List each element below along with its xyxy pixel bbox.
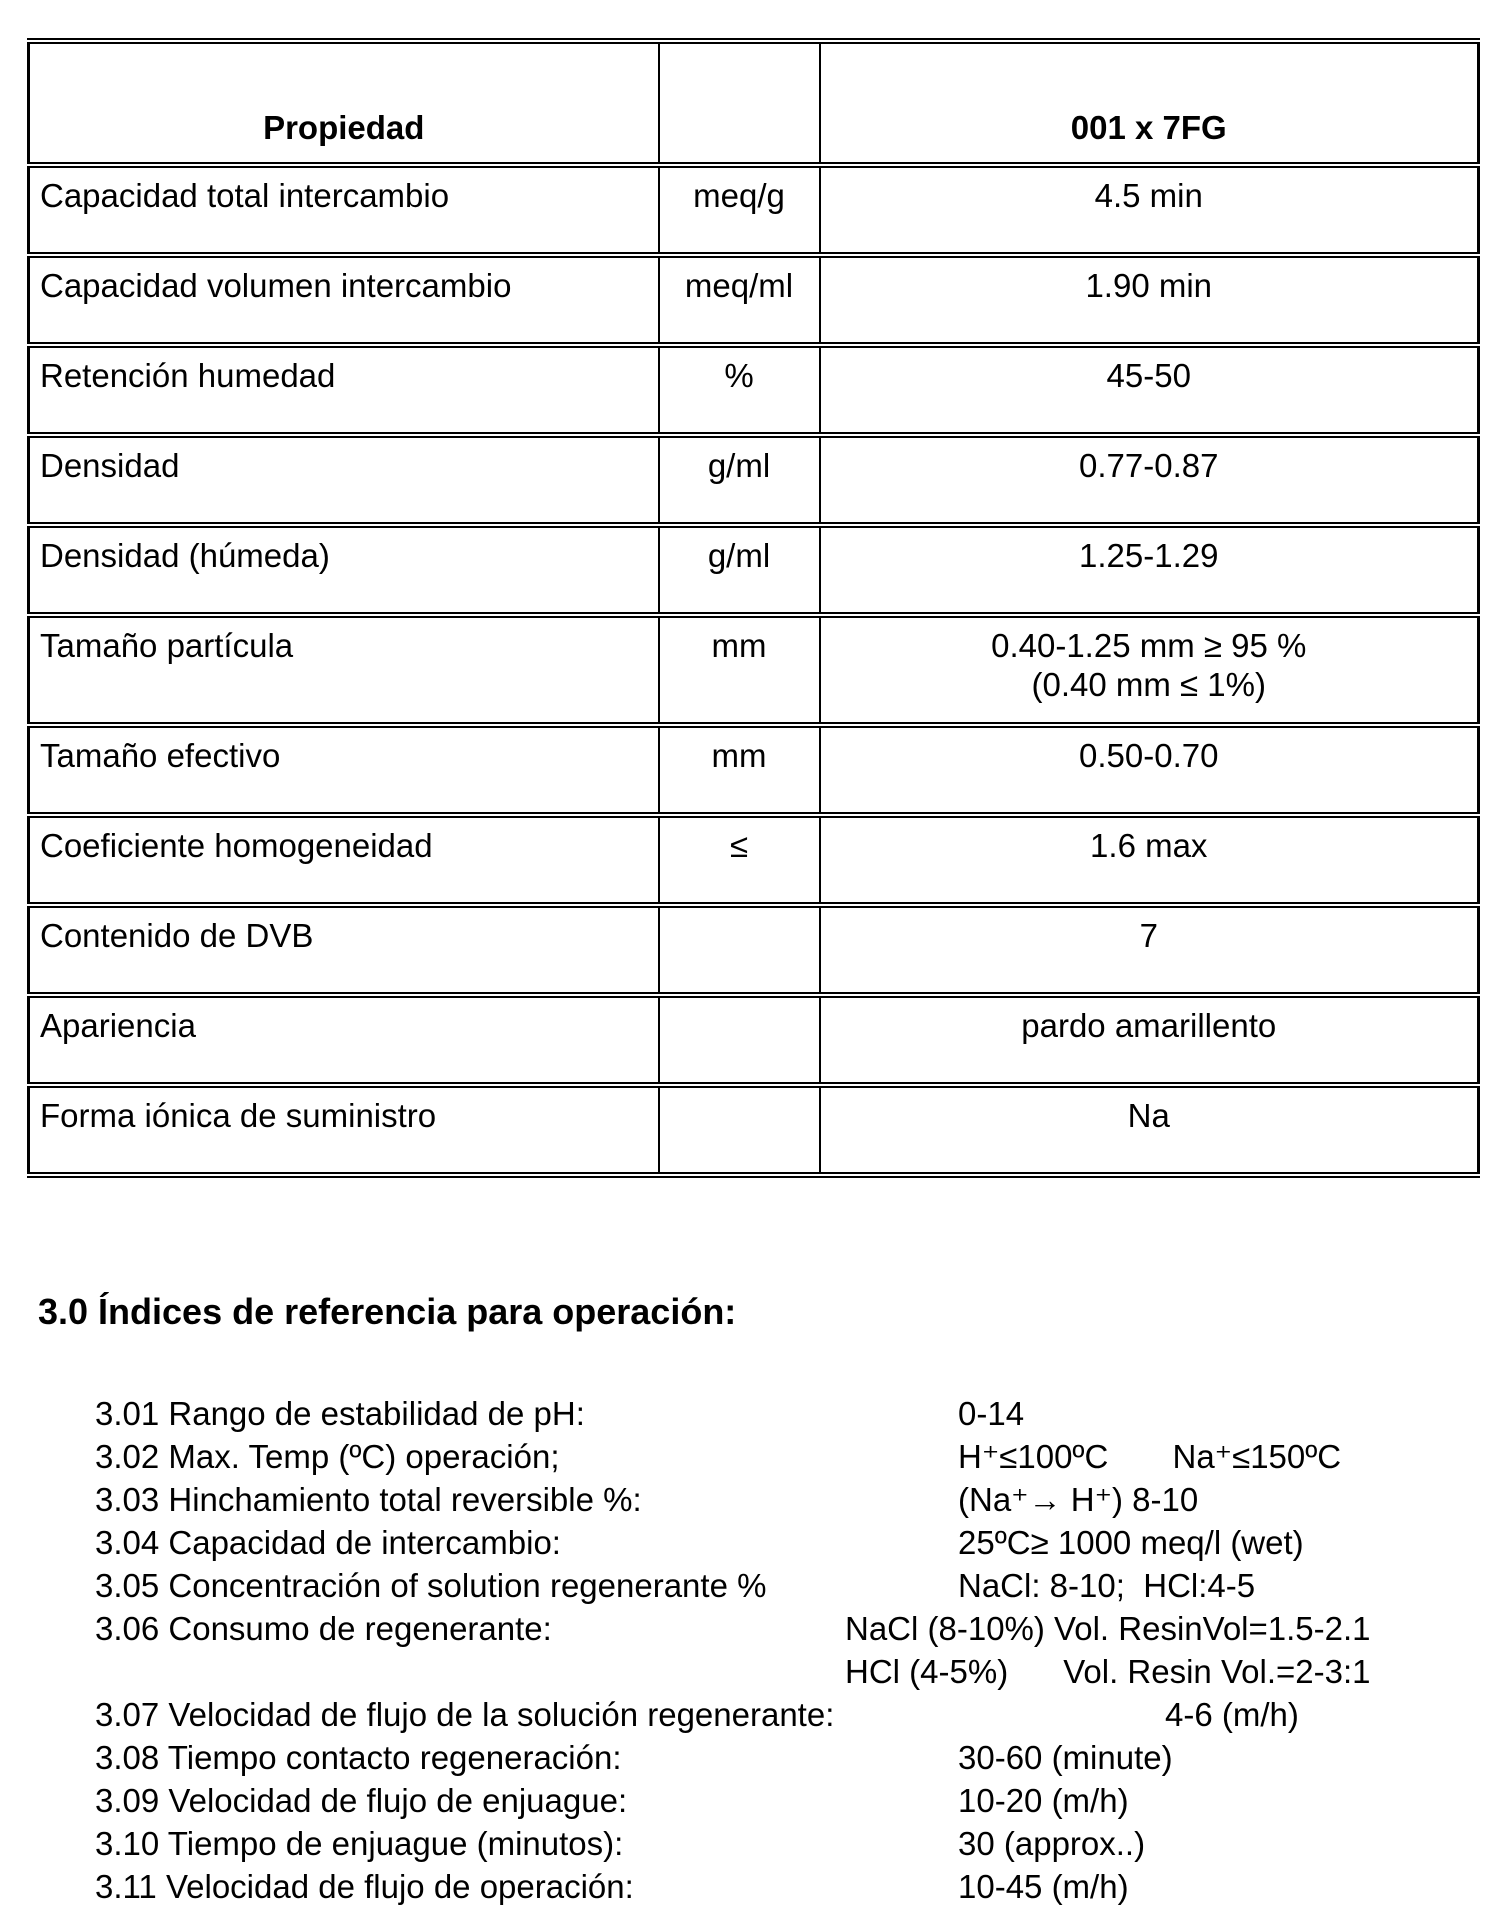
list-item-label: 3.08 Tiempo contacto regeneración: bbox=[95, 1739, 622, 1776]
list-item bbox=[95, 1822, 1500, 1865]
property-cell: Tamaño partícula bbox=[29, 615, 659, 725]
list-item bbox=[95, 1693, 1500, 1736]
value-cell: 45-50 bbox=[820, 345, 1479, 435]
table-header-row bbox=[29, 41, 1479, 165]
unit-cell: meq/g bbox=[659, 165, 820, 255]
value-cell: 0.77-0.87 bbox=[820, 435, 1479, 525]
table-row bbox=[29, 815, 1479, 905]
value-cell: Na bbox=[820, 1085, 1479, 1175]
value-cell: 1.90 min bbox=[820, 255, 1479, 345]
header-property: Propiedad bbox=[29, 41, 659, 165]
unit-cell: meq/ml bbox=[659, 255, 820, 345]
value-line-2: HCl (4-5%) Vol. Resin Vol.=2-3:1 bbox=[845, 1653, 1371, 1690]
table-row bbox=[29, 255, 1479, 345]
table-row bbox=[29, 725, 1479, 815]
value-line-1: 0.40-1.25 mm ≥ 95 % bbox=[991, 627, 1307, 664]
list-item-value: NaCl: 8-10; HCl:4-5 bbox=[958, 1567, 1256, 1604]
list-item-label: 3.03 Hinchamiento total reversible %: bbox=[95, 1481, 642, 1518]
value-cell: 7 bbox=[820, 905, 1479, 995]
list-item-value: (Na⁺→ H⁺) 8-10 bbox=[958, 1481, 1199, 1518]
value-cell: pardo amarillento bbox=[820, 995, 1479, 1085]
list-item bbox=[95, 1607, 1500, 1693]
unit-cell bbox=[659, 995, 820, 1085]
unit-cell bbox=[659, 905, 820, 995]
unit-cell: % bbox=[659, 345, 820, 435]
list-item bbox=[95, 1521, 1500, 1564]
property-cell: Capacidad total intercambio bbox=[29, 165, 659, 255]
property-cell: Densidad bbox=[29, 435, 659, 525]
list-item-value: 30 (approx..) bbox=[958, 1825, 1146, 1862]
list-item bbox=[95, 1865, 1500, 1908]
document-page bbox=[0, 38, 1500, 1905]
list-item-label: 3.06 Consumo de regenerante: bbox=[95, 1610, 552, 1647]
list-item-value: 0-14 bbox=[958, 1395, 1025, 1432]
list-item bbox=[95, 1478, 1500, 1521]
property-cell: Retención humedad bbox=[29, 345, 659, 435]
value-cell: 1.25-1.29 bbox=[820, 525, 1479, 615]
properties-table bbox=[27, 38, 1480, 1178]
table-row bbox=[29, 995, 1479, 1085]
list-item bbox=[95, 1736, 1500, 1779]
unit-cell bbox=[659, 1085, 820, 1175]
table-row bbox=[29, 525, 1479, 615]
list-item-label: 3.01 Rango de estabilidad de pH: bbox=[95, 1395, 585, 1432]
property-cell: Coeficiente homogeneidad bbox=[29, 815, 659, 905]
table-row bbox=[29, 345, 1479, 435]
value-cell: 4.5 min bbox=[820, 165, 1479, 255]
table-row bbox=[29, 435, 1479, 525]
value-cell bbox=[820, 615, 1479, 725]
property-cell: Densidad (húmeda) bbox=[29, 525, 659, 615]
list-item-value: 4-6 (m/h) bbox=[1165, 1696, 1299, 1733]
property-cell: Apariencia bbox=[29, 995, 659, 1085]
table-row bbox=[29, 615, 1479, 725]
property-cell: Capacidad volumen intercambio bbox=[29, 255, 659, 345]
list-item-label: 3.05 Concentración of solution regenerante % bbox=[95, 1567, 767, 1604]
section-heading: 3.0 Índices de referencia para operación: bbox=[38, 1291, 737, 1332]
list-item-value: 25ºC≥ 1000 meq/l (wet) bbox=[958, 1524, 1304, 1561]
reference-list bbox=[95, 1392, 1500, 1908]
list-item-label: 3.07 Velocidad de flujo de la solución regenerante: bbox=[95, 1696, 835, 1733]
list-item-label: 3.02 Max. Temp (ºC) operación; bbox=[95, 1438, 560, 1475]
value-cell: 0.50-0.70 bbox=[820, 725, 1479, 815]
header-value: 001 x 7FG bbox=[820, 41, 1479, 165]
value-cell: 1.6 max bbox=[820, 815, 1479, 905]
list-item bbox=[95, 1392, 1500, 1435]
list-item-label: 3.10 Tiempo de enjuague (minutos): bbox=[95, 1825, 624, 1862]
list-item bbox=[95, 1435, 1500, 1478]
list-item-value bbox=[845, 1607, 1371, 1693]
property-cell: Forma iónica de suministro bbox=[29, 1085, 659, 1175]
header-unit bbox=[659, 41, 820, 165]
list-item-label: 3.11 Velocidad de flujo de operación: bbox=[95, 1868, 634, 1905]
list-item-value: 10-20 (m/h) bbox=[958, 1782, 1129, 1819]
unit-cell: mm bbox=[659, 725, 820, 815]
list-item bbox=[95, 1564, 1500, 1607]
value-line-1: NaCl (8-10%) Vol. ResinVol=1.5-2.1 bbox=[845, 1610, 1371, 1647]
property-cell: Tamaño efectivo bbox=[29, 725, 659, 815]
list-item-value: 30-60 (minute) bbox=[958, 1739, 1173, 1776]
list-item-label: 3.09 Velocidad de flujo de enjuague: bbox=[95, 1782, 628, 1819]
list-item-value: 10-45 (m/h) bbox=[958, 1868, 1129, 1905]
table-row bbox=[29, 1085, 1479, 1175]
list-item-value: H⁺≤100ºC Na⁺≤150ºC bbox=[958, 1438, 1342, 1475]
value-line-2: (0.40 mm ≤ 1%) bbox=[1031, 665, 1266, 703]
table-row bbox=[29, 165, 1479, 255]
list-item-label: 3.04 Capacidad de intercambio: bbox=[95, 1524, 561, 1561]
unit-cell: ≤ bbox=[659, 815, 820, 905]
list-item bbox=[95, 1779, 1500, 1822]
table-row bbox=[29, 905, 1479, 995]
unit-cell: g/ml bbox=[659, 525, 820, 615]
unit-cell: mm bbox=[659, 615, 820, 725]
unit-cell: g/ml bbox=[659, 435, 820, 525]
property-cell: Contenido de DVB bbox=[29, 905, 659, 995]
